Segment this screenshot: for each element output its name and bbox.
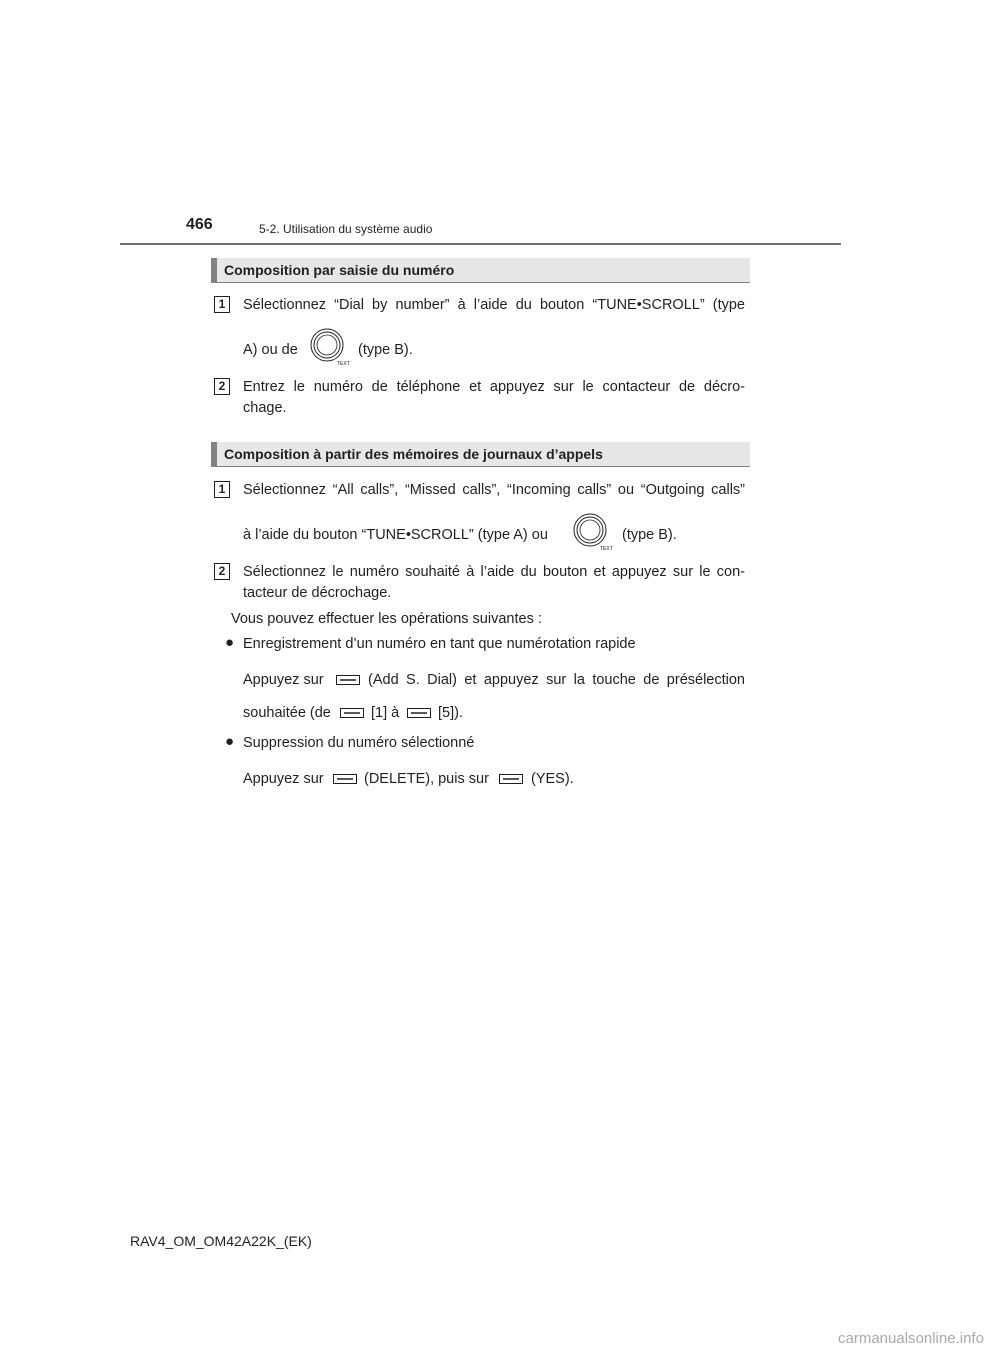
step-text: Entrez le numéro de téléphone et appuyez sur le contacteur de décro- bbox=[243, 379, 745, 395]
operation-title: Suppression du numéro sélectionné bbox=[243, 735, 475, 751]
operation-text: [5]). bbox=[438, 705, 463, 721]
model-code: RAV4_OM_OM42A22K_(EK) bbox=[130, 1233, 312, 1249]
operation-text: [1] à bbox=[371, 705, 400, 721]
step-text-line2: tacteur de décrochage. bbox=[243, 585, 392, 601]
step-number: 2 bbox=[214, 563, 230, 580]
step-text: Sélectionnez le numéro souhaité à l’aide du bouton et appuyez sur le con- bbox=[243, 564, 745, 580]
bullet-icon: ● bbox=[225, 733, 235, 750]
operation-text: (DELETE), puis sur bbox=[364, 771, 489, 787]
section-heading-dial-by-number: Composition par saisie du numéro bbox=[211, 258, 750, 283]
screen-button-icon bbox=[333, 774, 357, 784]
watermark: carmanualsonline.info bbox=[838, 1330, 984, 1347]
step-text-after: (type B). bbox=[622, 527, 677, 543]
operation-text: souhaitée (de bbox=[243, 705, 331, 721]
operation-text: (Add S. Dial) et appuyez sur la touche de présélection bbox=[368, 672, 745, 688]
section-title: 5-2. Utilisation du système audio bbox=[259, 222, 433, 236]
step-text-line2 bbox=[243, 340, 298, 361]
operation-text: Appuyez sur bbox=[243, 771, 324, 787]
tune-knob-icon bbox=[570, 511, 613, 552]
step-number: 1 bbox=[214, 481, 230, 498]
step-text: Sélectionnez “All calls”, “Missed calls”, “Incoming calls” ou “Outgoing calls” bbox=[243, 482, 745, 498]
knob-label: TEXT bbox=[600, 546, 613, 552]
step-number: 1 bbox=[214, 296, 230, 313]
step-number: 2 bbox=[214, 378, 230, 395]
screen-button-icon bbox=[336, 675, 360, 685]
operation-text: Appuyez sur bbox=[243, 672, 324, 688]
knob-label: TEXT bbox=[337, 361, 350, 367]
section-heading-call-logs: Composition à partir des mémoires de journaux d’appels bbox=[211, 442, 750, 467]
bullet-icon: ● bbox=[225, 634, 235, 651]
screen-button-icon bbox=[499, 774, 523, 784]
tune-knob-icon bbox=[307, 326, 350, 367]
header-divider bbox=[120, 243, 841, 245]
operation-title: Enregistrement d’un numéro en tant que numérotation rapide bbox=[243, 636, 636, 652]
page-number: 466 bbox=[186, 216, 213, 233]
step-text-before: A) ou de bbox=[243, 342, 298, 358]
operation-text: (YES). bbox=[531, 771, 574, 787]
step-text-before: à l’aide du bouton “TUNE•SCROLL” (type A) ou bbox=[243, 527, 548, 543]
screen-button-icon bbox=[407, 708, 431, 718]
screen-button-icon bbox=[340, 708, 364, 718]
step-text: Sélectionnez “Dial by number” à l’aide du bouton “TUNE•SCROLL” (type bbox=[243, 297, 745, 313]
operations-intro: Vous pouvez effectuer les opérations suivantes : bbox=[231, 611, 542, 627]
step-text-after: (type B). bbox=[358, 342, 413, 358]
step-text-line2: chage. bbox=[243, 400, 287, 416]
